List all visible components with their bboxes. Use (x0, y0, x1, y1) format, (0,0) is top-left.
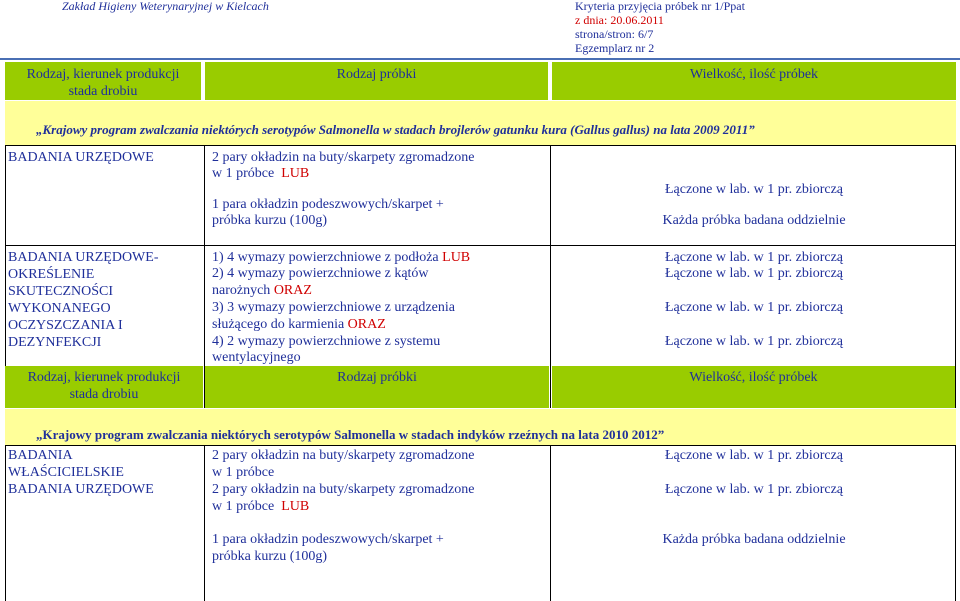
column-header-production: Rodzaj, kierunek produkcji stada drobiu (26, 67, 180, 99)
sample-line: 2) 4 wymazy powierzchniowe z kątów (212, 266, 429, 281)
sample-line: 2 pary okładzin na buty/skarpety zgromadzone (212, 448, 475, 463)
institution-name: Zakład Higieny Weterynaryjnej w Kielcach (62, 0, 269, 13)
header-rule (0, 58, 960, 60)
sample-line: próbka kurzu (100g) (212, 213, 328, 228)
table-rule (5, 245, 956, 246)
column-header-sample-size: Wielkość, ilość próbek (689, 370, 818, 385)
section-title-turkeys: „Krajowy program zwalczania niektórych serotypów Salmonella w stadach indyków rzeźnych na lata 2010 2012” (36, 427, 665, 442)
table-rule (204, 445, 205, 601)
quantity-text: Każda próbka badana oddzielnie (662, 213, 846, 228)
sample-line: w 1 próbce (212, 465, 275, 480)
sample-line: 2 pary okładzin na buty/skarpety zgromadzone (212, 482, 475, 497)
document-meta (575, 0, 745, 55)
sample-line: 1 para okładzin podeszwowych/skarpet + (212, 532, 444, 547)
page-counter: strona/stron: 6/7 (575, 27, 654, 41)
document-title: Kryteria przyjęcia próbek nr 1/Ppat (575, 0, 745, 13)
quantity-text: Łączone w lab. w 1 pr. zbiorczą (664, 334, 844, 349)
copy-number: Egzemplarz nr 2 (575, 41, 655, 55)
section-title-broilers: „Krajowy program zwalczania niektórych serotypów Salmonella w stadach brojlerów gatunku kura (Gallus gallus) na lata 2009 2011” (36, 122, 755, 137)
quantity-text: Łączone w lab. w 1 pr. zbiorczą (664, 250, 844, 265)
row-label-official: BADANIA URZĘDOWE (8, 482, 154, 497)
column-header-sample-type: Rodzaj próbki (336, 67, 417, 82)
table-rule (550, 145, 551, 408)
sample-line: wentylacyjnego (212, 350, 301, 365)
column-header-production: Rodzaj, kierunek produkcji stada drobiu (27, 370, 181, 402)
sample-line: 1 para okładzin podeszwowych/skarpet + (212, 197, 444, 212)
sample-line: służącego do karmienia ORAZ (212, 317, 386, 332)
document-date: z dnia: 20.06.2011 (575, 13, 664, 27)
quantity-text: Łączone w lab. w 1 pr. zbiorczą (664, 448, 844, 463)
sample-line: 4) 2 wymazy powierzchniowe z systemu (212, 334, 441, 349)
sample-line: próbka kurzu (100g) (212, 549, 328, 564)
table-rule (955, 445, 956, 601)
row-label-official: BADANIA URZĘDOWE (8, 150, 154, 165)
sample-line: 1) 4 wymazy powierzchniowe z podłoża LUB (212, 250, 471, 265)
quantity-text: Łączone w lab. w 1 pr. zbiorczą (664, 300, 844, 315)
sample-line: 3) 3 wymazy powierzchniowe z urządzenia (212, 300, 455, 315)
table-rule (550, 445, 551, 601)
table-rule (5, 445, 956, 446)
sample-line: w 1 próbce LUB (212, 166, 310, 181)
quantity-text: Każda próbka badana oddzielnie (662, 532, 846, 547)
quantity-text: Łączone w lab. w 1 pr. zbiorczą (664, 266, 844, 281)
quantity-text: Łączone w lab. w 1 pr. zbiorczą (664, 182, 844, 197)
column-header-sample-type: Rodzaj próbki (337, 370, 417, 385)
quantity-text: Łączone w lab. w 1 pr. zbiorczą (664, 482, 844, 497)
row-label-owner: BADANIA WŁAŚCICIELSKIE (8, 448, 124, 480)
table-rule (5, 445, 6, 601)
table-rule (5, 145, 956, 146)
column-header-sample-size: Wielkość, ilość próbek (689, 67, 819, 82)
sample-line: narożnych ORAZ (212, 283, 312, 298)
sample-line: 2 pary okładzin na buty/skarpety zgromadzone (212, 150, 475, 165)
sample-line: w 1 próbce LUB (212, 499, 310, 514)
row-label-disinfection-check: BADANIA URZĘDOWE- OKREŚLENIE SKUTECZNOŚCI WYKONANEGO OCZYSZCZANIA I DEZYNFEKCJI (8, 250, 159, 350)
